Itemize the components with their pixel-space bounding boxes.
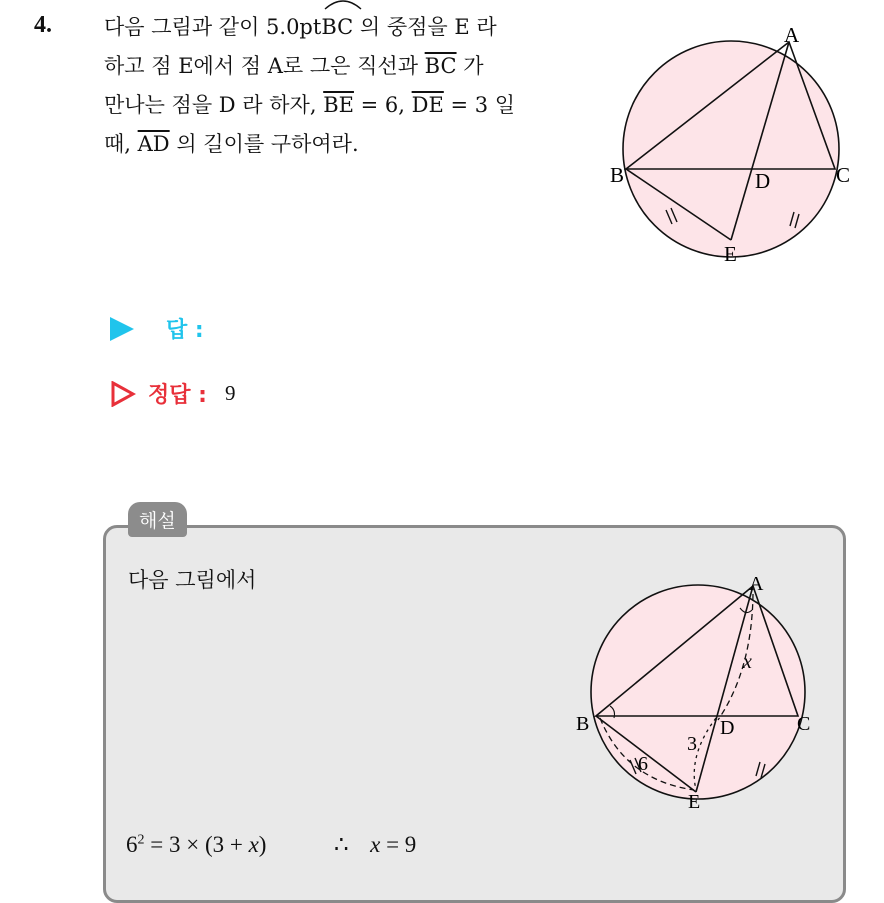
- result-value: = 9: [380, 832, 417, 857]
- question-line-1-start: 다음 그림과 같이 5.0pt: [104, 15, 322, 39]
- question-line-3-mid: = 6,: [353, 93, 412, 117]
- sol-label-e: E: [688, 791, 701, 813]
- question-line-3: [104, 86, 594, 125]
- question-line-4: [104, 125, 594, 164]
- correct-label: 정답 :: [148, 383, 207, 408]
- sol-label-d: D: [720, 717, 735, 739]
- play-triangle-icon: [110, 317, 134, 341]
- question-line-2: [104, 47, 594, 86]
- solution-formula: [126, 832, 416, 858]
- sol-label-a: A: [749, 573, 764, 595]
- question-line-1-end: 의 중점을 E 라: [353, 15, 497, 39]
- sol-label-6: 6: [638, 753, 648, 775]
- segment-ad: $\overline{AD}$: [137, 132, 170, 156]
- solution-figure: [570, 570, 830, 815]
- arc-mark: [323, 0, 363, 10]
- label-e: E: [724, 242, 737, 266]
- label-d: D: [755, 169, 771, 193]
- question-line-3-end: = 3 일: [443, 93, 516, 117]
- formula-exponent: 2: [137, 832, 145, 848]
- solution-circle: [591, 585, 805, 799]
- sol-label-x: x: [743, 651, 752, 673]
- question-figure: [600, 18, 870, 268]
- question-number: 4.: [34, 12, 52, 38]
- solution-intro: 다음 그림에서: [128, 568, 257, 592]
- correct-value: 9: [224, 381, 236, 405]
- label-b: B: [610, 163, 625, 187]
- segment-bc: $\overline{BC}$: [424, 54, 457, 78]
- sol-label-b: B: [576, 713, 590, 735]
- segment-be: $\overline{BE}$: [323, 93, 354, 117]
- label-a: A: [784, 23, 800, 47]
- circle: [623, 41, 839, 257]
- question-line-2-start: 하고 점 E에서 점 A로 그은 직선과: [104, 54, 425, 78]
- question-line-1: [104, 8, 594, 47]
- formula-x: x: [248, 832, 259, 857]
- question-line-4-end: 의 길이를 구하여라.: [169, 132, 359, 156]
- question-line-4-start: 때,: [104, 132, 138, 156]
- answer-label: 답 :: [166, 318, 204, 343]
- segment-de: $\overline{DE}$: [411, 93, 444, 117]
- sol-label-c: C: [797, 713, 811, 735]
- question-line-2-end: 가: [456, 54, 484, 78]
- question-text: [104, 8, 594, 164]
- sol-label-3: 3: [687, 733, 697, 755]
- result-x: x: [370, 832, 381, 857]
- answer-row: [110, 313, 204, 344]
- arc-bc-label: BC: [321, 15, 354, 39]
- label-c: C: [836, 163, 851, 187]
- formula-middle: = 3 × (3 +: [144, 832, 249, 857]
- arc-bc: [321, 8, 353, 47]
- formula-base: 6: [126, 832, 138, 857]
- question-line-3-start: 만나는 점을 D 라 하자,: [104, 93, 324, 117]
- outline-triangle-icon: [110, 381, 136, 407]
- correct-answer-row: [110, 378, 235, 409]
- therefore-symbol: ∴: [333, 832, 349, 857]
- solution-tag: 해설: [128, 502, 187, 537]
- formula-close: ): [258, 832, 267, 857]
